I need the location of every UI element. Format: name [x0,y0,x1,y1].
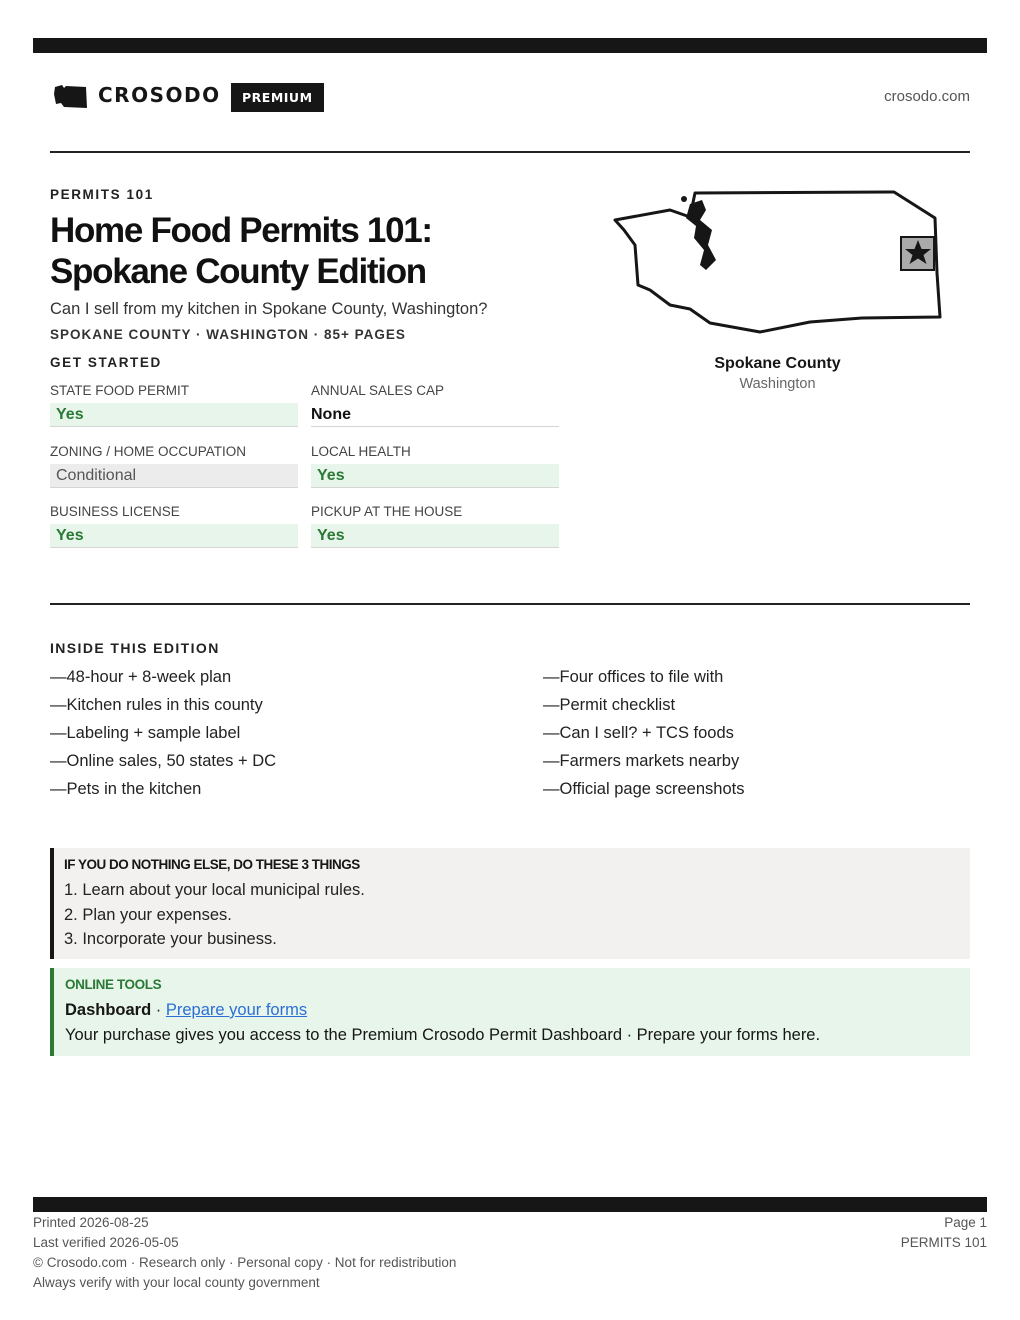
fact-business-license [50,502,298,548]
fact-local-health [311,442,559,488]
fact-label: PICKUP AT THE HOUSE [311,504,463,519]
list-item: 1. Learn about your local municipal rules. [64,881,365,899]
list-item: —Pets in the kitchen [50,780,202,798]
list-item: —48-hour + 8-week plan [50,668,232,686]
fact-label: ZONING / HOME OCCUPATION [50,444,247,459]
fact-state-food-permit [50,381,298,427]
tools-description: Your purchase gives you access to the Premium Crosodo Permit Dashboard · Prepare your forms here. [65,1026,821,1044]
subtitle: Can I sell from my kitchen in Spokane County, Washington? [50,300,488,318]
copyright: © Crosodo.com · Research only · Personal copy · Not for redistribution [33,1255,457,1270]
list-item: —Permit checklist [543,696,676,714]
separator: · [155,1001,162,1019]
list-item: —Online sales, 50 states + DC [50,752,277,770]
top-bar [33,38,987,53]
fact-label: STATE FOOD PERMIT [50,383,190,398]
dashboard-label: Dashboard [65,1001,152,1019]
inside-label: INSIDE THIS EDITION [50,640,220,656]
tools-links [65,998,970,1023]
tools-title: ONLINE TOOLS [65,977,162,992]
verified-date: Last verified 2026-05-05 [33,1235,179,1250]
fact-annual-sales-cap [311,381,559,427]
footer-right [901,1213,987,1253]
map-subtitle: Washington [739,376,816,392]
printed-date: Printed 2026-08-25 [33,1215,149,1230]
list-item: —Labeling + sample label [50,724,241,742]
list-item: —Farmers markets nearby [543,752,740,770]
callout-title: IF YOU DO NOTHING ELSE, DO THESE 3 THINGS [64,857,360,872]
callout-list [64,878,970,952]
eyebrow: PERMITS 101 [50,187,154,202]
fact-value: Yes [311,464,559,488]
list-item: —Kitchen rules in this county [50,696,263,714]
washington-state-icon [52,84,88,110]
page-number: Page 1 [944,1215,987,1230]
meta-line: SPOKANE COUNTY · WASHINGTON · 85+ PAGES [50,327,406,342]
list-item: 3. Incorporate your business. [64,930,277,948]
divider [50,151,970,153]
list-item: 2. Plan your expenses. [64,905,232,924]
site-url[interactable]: crosodo.com [884,88,970,105]
fact-value: None [311,403,559,427]
three-things-callout [50,848,970,959]
washington-map-icon [610,190,945,335]
online-tools-callout [50,968,970,1056]
map-title: Spokane County [714,355,841,372]
prepare-forms-link[interactable]: Prepare your forms [165,1001,308,1019]
list-item: —Official page screenshots [543,780,745,798]
fact-pickup [311,502,559,548]
page-title [50,210,590,292]
fact-value: Conditional [50,464,298,488]
footer-left [33,1213,456,1293]
premium-badge: PREMIUM [231,83,324,112]
fact-value: Yes [50,524,298,548]
divider [50,603,970,605]
fact-label: ANNUAL SALES CAP [311,383,445,398]
fact-zoning [50,442,298,488]
disclaimer: Always verify with your local county government [33,1275,320,1290]
title-line-1: Home Food Permits 101: [50,211,432,250]
fact-label: LOCAL HEALTH [311,444,411,459]
bottom-bar [33,1197,987,1212]
get-started-label: GET STARTED [50,355,162,370]
brand-name[interactable]: CROSODO [98,83,221,107]
fact-label: BUSINESS LICENSE [50,504,180,519]
title-line-2: Spokane County Edition [50,252,426,291]
footer-section: PERMITS 101 [900,1235,987,1250]
list-item: —Can I sell? + TCS foods [543,724,734,742]
list-item: —Four offices to file with [543,668,724,686]
header [50,80,970,114]
contents-list-left [50,665,276,805]
contents-list-right [543,665,744,805]
fact-value: Yes [50,403,298,427]
fact-value: Yes [311,524,559,548]
